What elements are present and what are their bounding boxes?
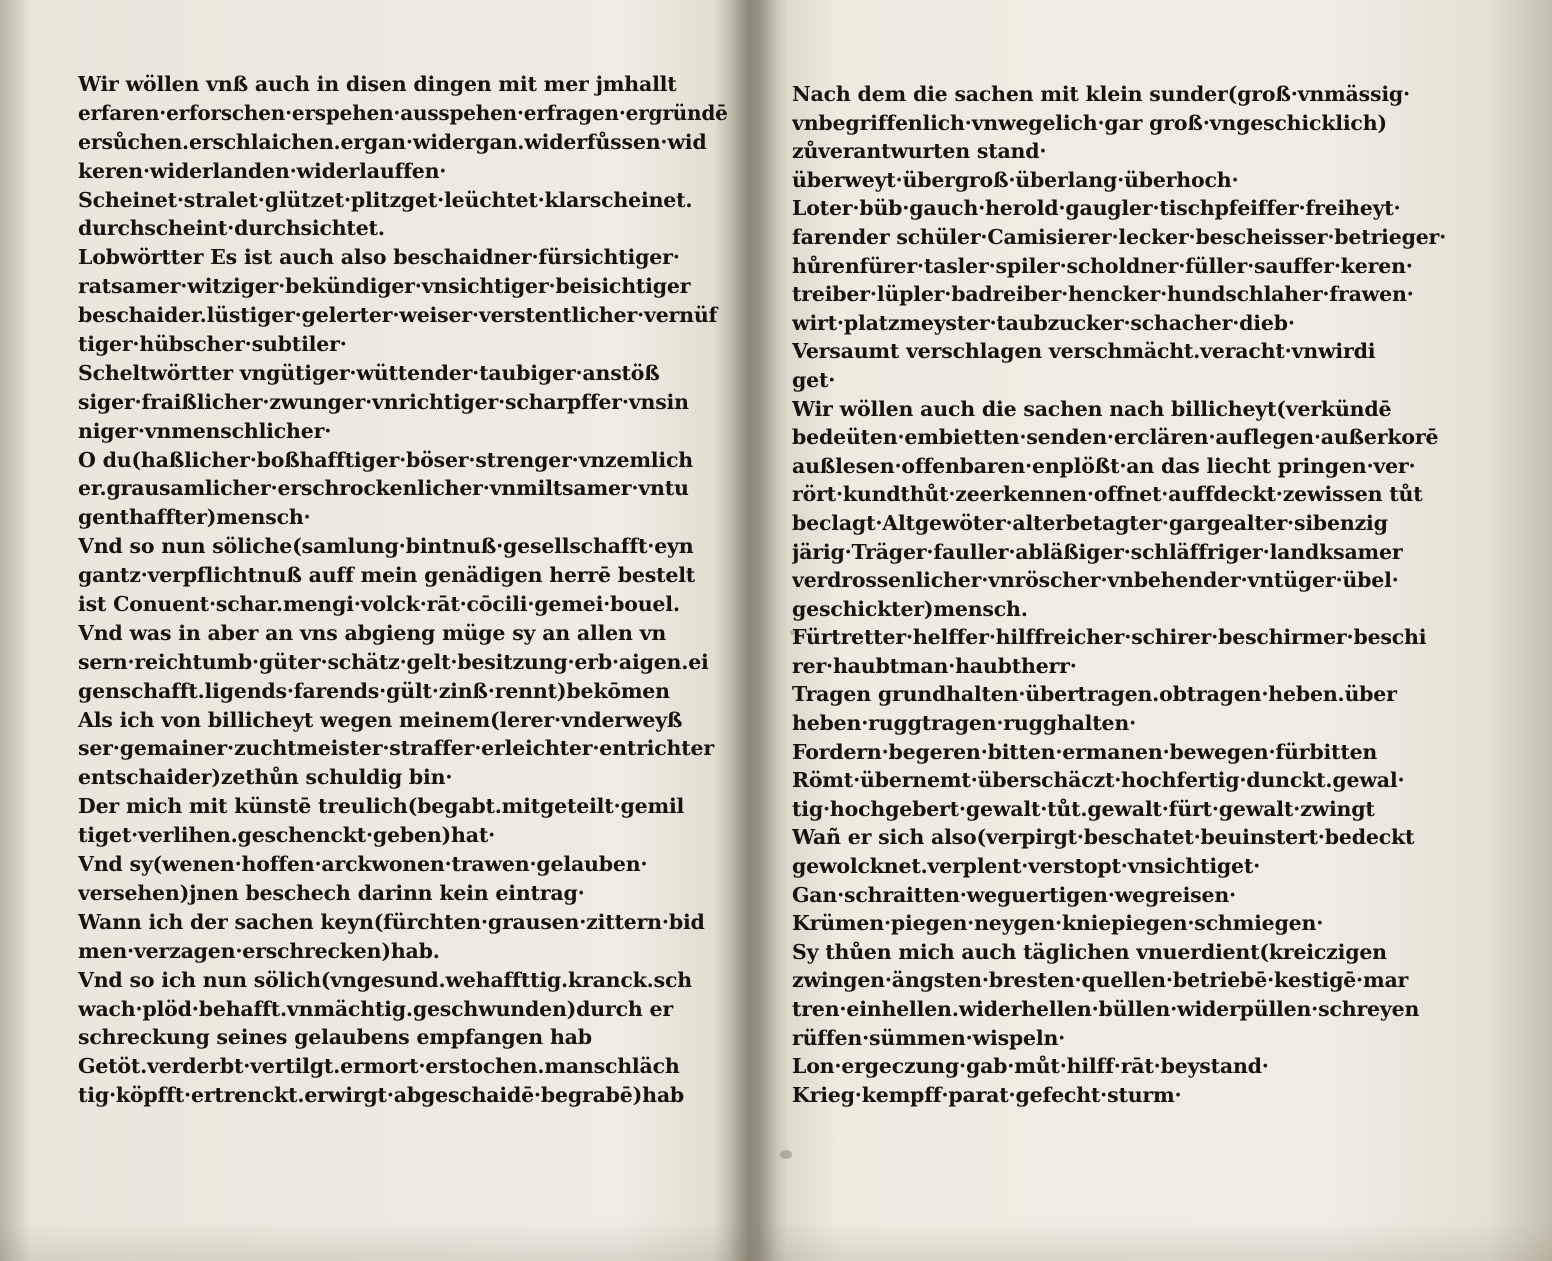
text-line: ratsamer·witziger·bekündiger·vnsichtiger·beisichtiger [78, 274, 691, 299]
text-line: vnbegriffenlich·vnwegelich·gar groß·vngeschicklich) [792, 110, 1387, 135]
text-line: Wir wöllen vnß auch in disen dingen mit mer jmhallt [78, 72, 677, 96]
text-line: schreckung seines gelaubens empfangen hab [78, 1025, 592, 1050]
text-line: Gan·schraitten·weguertigen·wegreisen· [792, 882, 1236, 907]
text-line: Krieg·kempff·parat·gefecht·sturm· [792, 1082, 1182, 1107]
text-line: Wir wöllen auch die sachen nach billicheyt(verkündē [792, 396, 1392, 421]
text-line: beclagt·Altgewöter·alterbetagter·gargealter·sibenzig [792, 510, 1388, 535]
text-line: niger·vnmenschlicher· [78, 418, 332, 443]
text-line: überweyt·übergroß·überlang·überhoch· [792, 167, 1239, 192]
text-line: tig·köpfft·ertrenckt.erwirgt·abgeschaidē·begrabē)hab [78, 1083, 685, 1108]
text-line: versehen)jnen beschech darinn kein eintrag· [78, 880, 585, 905]
text-line: ist Conuent·schar.mengi·volck·rāt·cōcili·gemei·bouel. [78, 592, 680, 617]
text-line: Römt·übernemt·überschäczt·hochfertig·dunckt.gewal· [792, 768, 1405, 793]
text-line: Fürtretter·helffer·hilffreicher·schirer·beschirmer·beschi [792, 625, 1427, 650]
text-line: wach·plöd·behafft.vnmächtig.geschwunden)durch er [78, 996, 673, 1021]
text-line: Tragen grundhalten·übertragen.obtragen·heben.über [792, 682, 1397, 707]
text-line: treiber·lüpler·badreiber·hencker·hundschlaher·frawen· [792, 282, 1414, 307]
text-line: Getöt.verderbt·vertilgt.ermort·erstochen.manschläch [78, 1054, 680, 1079]
text-line: genthaffter)mensch· [78, 505, 311, 530]
text-line: rer·haubtman·haubtherr· [792, 653, 1077, 678]
text-line: gantz·verpflichtnuß auff mein genädigen herrē bestelt [78, 563, 696, 588]
left-page [78, 70, 728, 1110]
right-page [792, 80, 1452, 1109]
text-line: Vnd was in aber an vns abgieng müge sy an allen vn [78, 620, 667, 645]
text-line: zůverantwurten stand· [792, 139, 1047, 164]
text-line: siger·fraißlicher·zwunger·vnrichtiger·scharpffer·vnsin [78, 389, 689, 414]
text-line: genschafft.ligends·farends·gült·zinß·rennt)bekōmen [78, 678, 670, 703]
text-line: tig·hochgebert·gewalt·tůt.gewalt·fürt·gewalt·zwingt [792, 796, 1375, 821]
text-line: Scheltwörtter vngütiger·wüttender·taubiger·anstöß [78, 360, 660, 385]
text-line: wirt·platzmeyster·taubzucker·schacher·dieb· [792, 310, 1295, 335]
text-line: tren·einhellen.widerhellen·büllen·widerpüllen·schreyen [792, 997, 1420, 1021]
text-line: tiger·hübscher·subtiler· [78, 332, 347, 357]
text-line: gewolcknet.verplent·verstopt·vnsichtiget· [792, 854, 1261, 879]
text-line: Wann ich der sachen keyn(fürchten·grausen·zittern·bid [78, 909, 705, 934]
text-line: farender schüler·Camisierer·lecker·bescheisser·betrieger· [792, 224, 1447, 249]
text-line: Vnd sy(wenen·hoffen·arckwonen·trawen·gelauben· [78, 852, 648, 877]
text-line: Loter·büb·gauch·herold·gaugler·tischpfeiffer·freiheyt· [792, 196, 1401, 221]
page-bottom-edge [0, 1221, 1552, 1261]
text-line: Fordern·begeren·bitten·ermanen·bewegen·fürbitten [792, 739, 1378, 764]
text-line: ersůchen.erschlaichen.ergan·widergan.widerfůssen·wid [78, 129, 707, 154]
text-line: Wañ er sich also(verpirgt·beschatet·beuinstert·bedeckt [792, 825, 1415, 850]
text-line: tiget·verlihen.geschenckt·geben)hat· [78, 823, 496, 848]
text-line: beschaider.lüstiger·gelerter·weiser·verstentlicher·vernüf [78, 303, 718, 328]
text-line: rört·kundthůt·zeerkennen·offnet·auffdeckt·zewissen tůt [792, 482, 1423, 507]
text-line: Vnd so nun söliche(samlung·bintnuß·gesellschafft·eyn [78, 534, 694, 559]
text-line: rüffen·sümmen·wispeln· [792, 1025, 1066, 1050]
text-line: Lobwörtter Es ist auch also beschaidner·fürsichtiger· [78, 245, 680, 270]
text-line: entschaider)zethůn schuldig bin· [78, 765, 453, 790]
text-line: ser·gemainer·zuchtmeister·straffer·erleichter·entrichter [78, 736, 714, 761]
paper-stain [790, 630, 795, 635]
text-line: järig·Träger·fauller·abläßiger·schläffriger·landksamer [792, 539, 1403, 564]
text-line: Nach dem die sachen mit klein sunder(groß·vnmässig· [792, 82, 1410, 106]
book-gutter [728, 0, 788, 1261]
text-line: Versaumt verschlagen verschmächt.veracht·vnwirdi [792, 339, 1376, 364]
text-line: zwingen·ängsten·bresten·quellen·betriebē·kestigē·mar [792, 968, 1409, 993]
text-line: Sy thůen mich auch täglichen vnuerdient(kreiczigen [792, 939, 1387, 964]
text-line: bedeüten·embietten·senden·erclären·auflegen·außerkorē [792, 425, 1439, 450]
text-line: geschickter)mensch. [792, 596, 1028, 621]
text-line: O du(haßlicher·boßhafftiger·böser·strenger·vnzemlich [78, 447, 693, 472]
text-line: Krümen·piegen·neygen·kniepiegen·schmiegen· [792, 911, 1324, 936]
text-line: er.grausamlicher·erschrockenlicher·vnmiltsamer·vntu [78, 476, 689, 501]
text-line: Der mich mit künstē treulich(begabt.mitgeteilt·gemil [78, 794, 685, 819]
text-line: hůrenfürer·tasler·spiler·scholdner·füller·sauffer·keren· [792, 253, 1413, 278]
text-line: durchscheint·durchsichtet. [78, 216, 385, 241]
text-line: Vnd so ich nun sölich(vngesund.wehaffttig.kranck.sch [78, 967, 692, 992]
text-line: sern·reichtumb·güter·schätz·gelt·besitzung·erb·aigen.ei [78, 649, 709, 674]
text-line: men·verzagen·erschrecken)hab. [78, 938, 440, 963]
text-line: heben·ruggtragen·rugghalten· [792, 711, 1137, 736]
text-line: erfaren·erforschen·erspehen·ausspehen·erfragen·ergründē [78, 100, 728, 125]
text-line: get· [792, 367, 836, 392]
text-line: Als ich von billicheyt wegen meinem(lerer·vnderweyß [78, 707, 683, 732]
text-line: Scheinet·stralet·glützet·plitzget·leüchtet·klarscheinet. [78, 187, 693, 212]
paper-stain [780, 1150, 792, 1159]
text-line: verdrossenlicher·vnröscher·vnbehender·vntüger·übel· [792, 568, 1399, 593]
text-line: keren·widerlanden·widerlauffen· [78, 158, 447, 183]
text-line: außlesen·offenbaren·enplößt·an das liecht pringen·ver· [792, 453, 1416, 478]
text-line: Lon·ergeczung·gab·můt·hilff·rāt·beystand· [792, 1054, 1269, 1079]
